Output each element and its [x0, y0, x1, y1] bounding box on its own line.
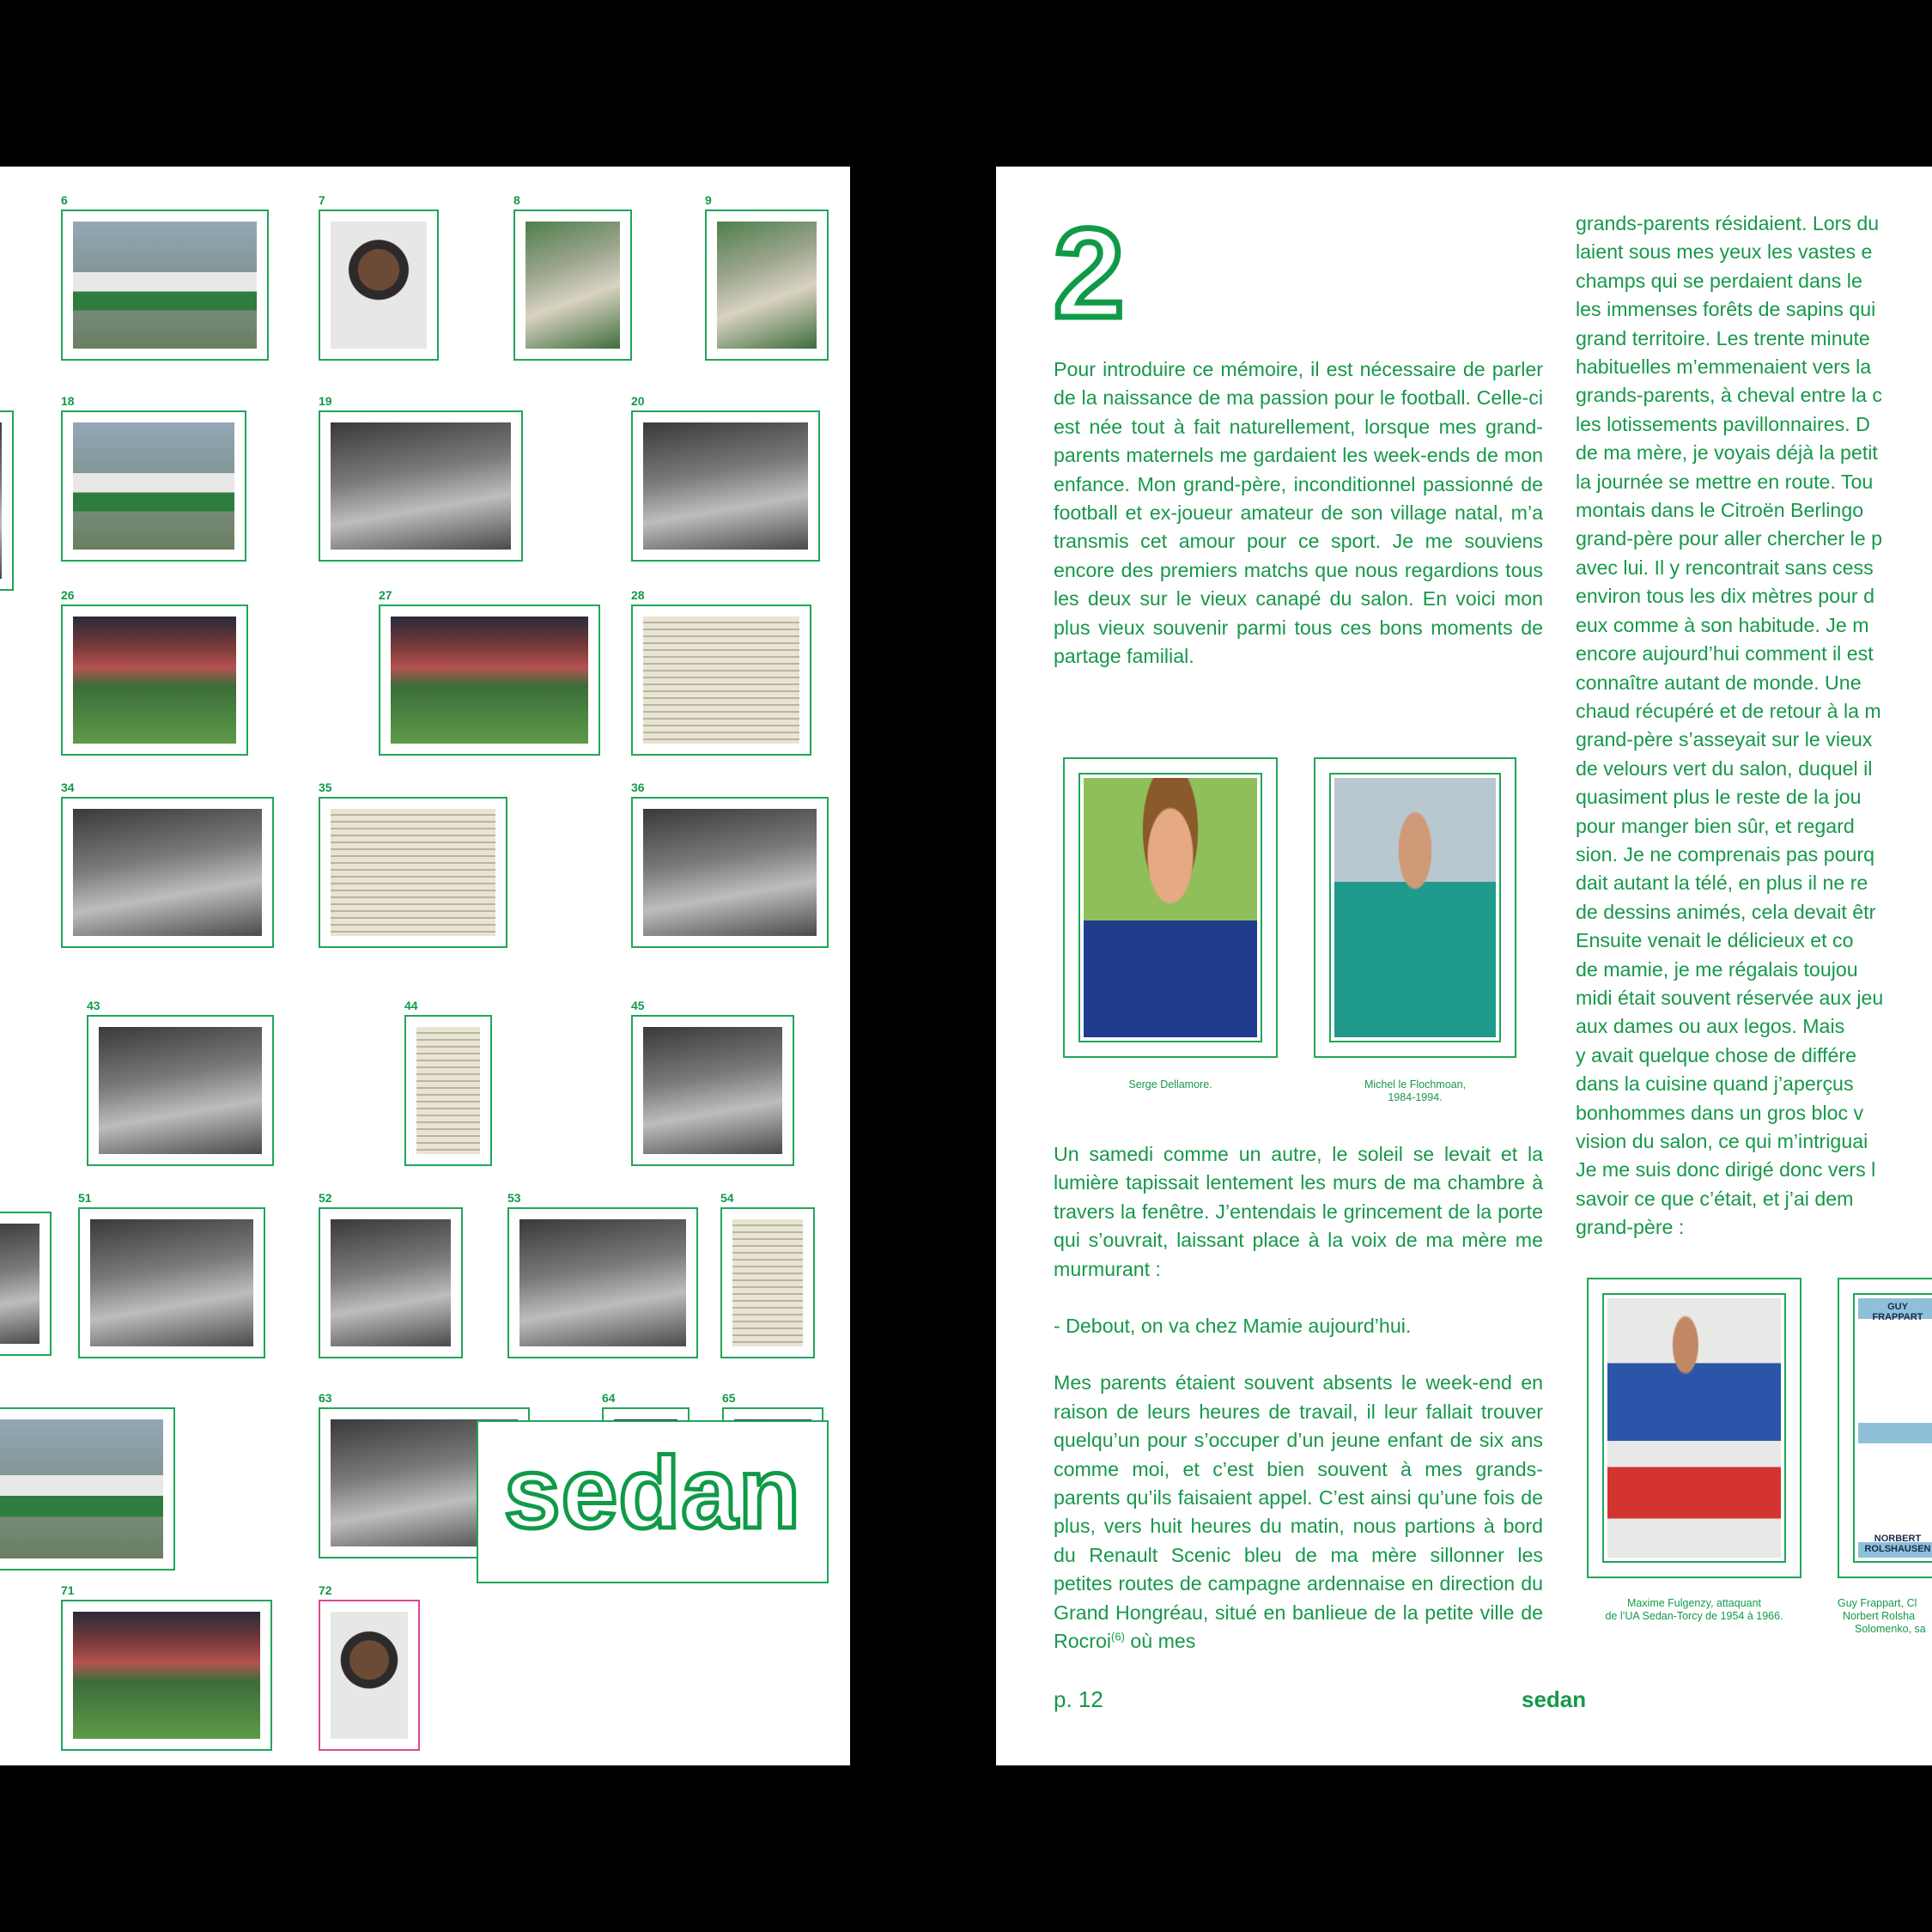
caption-line: 1984-1994. — [1388, 1091, 1443, 1103]
column-two — [1576, 210, 1932, 1242]
column-two-line: dans la cuisine quand j’aperçus — [1576, 1072, 1854, 1096]
column-two-line: champs qui se perdaient dans le — [1576, 269, 1862, 292]
sticker-number: 53 — [507, 1191, 521, 1205]
sticker-44 — [404, 999, 492, 1166]
team-photo — [99, 1027, 262, 1154]
stadium-photo — [73, 1612, 260, 1739]
sticker-7 — [319, 193, 439, 361]
caption-line: Solomenko, sa — [1855, 1623, 1926, 1635]
sticker-partial — [0, 1407, 175, 1571]
caption-line: Guy Frappart, Cl — [1838, 1597, 1917, 1609]
sticker-number: 36 — [631, 781, 645, 794]
card-guy-frappart — [1838, 1278, 1932, 1578]
label-line: NORBERT — [1874, 1534, 1922, 1544]
paragraph: Pour introduire ce mémoire, il est nécessaire de parler de la naissance de ma passion pour le football. Celle-ci est née tout à fait naturellement, lorsque mes grand-parents maternels me gardaient les week-ends de mon enfance. Mon grand-père, inconditionnel passionné de football et ex-joueur amateur de son village natal, m’a transmis cet amour pour ce sport. Je me souviens encore des premiers matchs que nous regardions tous les deux sur le vieux canapé du salon. En voici mon plus vieux souvenir parmi tous ces bons moments de partage familial. — [1054, 358, 1543, 668]
newspaper-team-photo — [643, 422, 808, 550]
sticker-number: 34 — [61, 781, 75, 794]
sticker-number: 9 — [705, 193, 712, 207]
sticker-36 — [631, 781, 829, 948]
intro-paragraph — [1054, 355, 1543, 699]
sticker-number: 43 — [87, 999, 100, 1012]
column-two-line: quasiment plus le reste de la jou — [1576, 786, 1862, 809]
caption-line: de l’UA Sedan-Torcy de 1954 à 1966. — [1605, 1610, 1783, 1622]
sticker-72 — [319, 1583, 420, 1751]
sticker-35 — [319, 781, 507, 948]
sticker-number: 7 — [319, 193, 325, 207]
sticker-number: 54 — [720, 1191, 734, 1205]
sticker-28 — [631, 588, 811, 756]
column-two-line: grand-père pour aller chercher le p — [1576, 527, 1883, 550]
column-two-line: laient sous mes yeux les vastes e — [1576, 240, 1873, 264]
norbert-label — [1858, 1534, 1932, 1554]
sticker-43 — [87, 999, 274, 1166]
player-photo — [331, 1612, 408, 1739]
sticker-number: 52 — [319, 1191, 332, 1205]
column-two-line: montais dans le Citroën Berlingo — [1576, 499, 1864, 522]
magazine-spread — [331, 809, 495, 936]
caption-maxime — [1587, 1597, 1801, 1623]
right-page — [996, 167, 1932, 1765]
stadium-photo — [391, 617, 588, 744]
column-two-line: midi était souvent réservée aux jeu — [1576, 986, 1884, 1009]
column-two-line: dait autant la télé, en plus il ne re — [1576, 872, 1868, 895]
poster-photo — [416, 1027, 480, 1154]
column-two-line: avec lui. Il y rencontrait sans cess — [1576, 556, 1874, 579]
column-two-line: grand-père s’asseyait sur le vieux — [1576, 728, 1873, 751]
page-number: p. 12 — [1054, 1686, 1103, 1712]
sticker-number: 6 — [61, 193, 68, 207]
caption-michel — [1314, 1078, 1516, 1104]
column-two-line: grands-parents, à cheval entre la c — [1576, 384, 1883, 407]
column-two-line: connaître autant de monde. Une — [1576, 671, 1862, 694]
crowd-photo — [73, 617, 236, 744]
card-michel-le-flochmoan — [1314, 757, 1516, 1058]
paragraph: - Debout, on va chez Mamie aujourd’hui. — [1054, 1315, 1412, 1338]
sticker-6 — [61, 193, 269, 361]
sticker-71 — [61, 1583, 272, 1751]
sticker-number: 72 — [319, 1583, 332, 1597]
column-two-line: grand territoire. Les trente minute — [1576, 326, 1870, 349]
sticker-51 — [78, 1191, 265, 1358]
sticker-26 — [61, 588, 248, 756]
column-two-line: encore aujourd’hui comment il est — [1576, 642, 1874, 665]
sticker-number: 71 — [61, 1583, 75, 1597]
sticker-52 — [319, 1191, 463, 1358]
paragraph-text: Mes parents étaient souvent absents le week-end en raison de leurs heures de travail, il leur fallait trouver quelqu’un pour s’occuper d’un jeune enfant de six ans comme moi, et c’est bien souvent à mes grands-parents qu’ils faisaient appel. C’est ainsi qu’une fois de plus, vers huit heures du matin, nous partions à bord du Renault Scenic bleu de ma mère sillonner les petites routes de campagne ardennaise en direction du Grand Hongréau, situé en banlieue de la petite ville de Rocroi — [1054, 1371, 1543, 1653]
column-two-line: grand-père : — [1576, 1216, 1685, 1239]
column-two-line: les immenses forêts de sapins qui — [1576, 298, 1876, 321]
column-two-line: y avait quelque chose de différe — [1576, 1043, 1857, 1066]
player-photo — [526, 222, 620, 349]
sticker-19 — [319, 394, 523, 562]
column-two-line: vision du salon, ce qui m’intriguai — [1576, 1130, 1868, 1152]
column-two-line: habituelles m’emmenaient vers la — [1576, 355, 1872, 379]
team-photo — [331, 422, 511, 550]
column-two-line: de velours vert du salon, duquel il — [1576, 756, 1873, 780]
footer-brand: sedan — [1522, 1686, 1587, 1712]
sticker-partial — [0, 1212, 52, 1356]
sticker-number: 64 — [602, 1391, 616, 1405]
sticker-number: 45 — [631, 999, 645, 1012]
caption-serge: Serge Dellamore. — [1128, 1078, 1212, 1091]
sticker-53 — [507, 1191, 698, 1358]
caption-line: Maxime Fulgenzy, attaquant — [1626, 1597, 1762, 1609]
sticker-34 — [61, 781, 274, 948]
portrait-photo — [1084, 778, 1257, 1037]
sticker-number: 27 — [379, 588, 392, 602]
sticker-number: 65 — [722, 1391, 736, 1405]
sticker-54 — [720, 1191, 815, 1358]
newspaper-clipping — [643, 617, 799, 744]
column-two-line: de dessins animés, cela devait êtr — [1576, 900, 1876, 923]
label-line: GUY — [1887, 1302, 1908, 1312]
column-two-line: aux dames ou aux legos. Mais — [1576, 1015, 1845, 1038]
sticker-18 — [61, 394, 246, 562]
card-serge-dellamore — [1063, 757, 1278, 1058]
paragraph-text: où mes — [1124, 1630, 1196, 1653]
sticker-number: 20 — [631, 394, 645, 408]
column-two-line: bonhommes dans un gros bloc v — [1576, 1101, 1864, 1124]
player-photo — [331, 222, 427, 349]
caption-guy — [1838, 1597, 1932, 1636]
column-two-line: Je me suis donc dirigé donc vers l — [1576, 1158, 1876, 1182]
sticker-number: 63 — [319, 1391, 332, 1405]
label-line: ROLSHAUSEN — [1864, 1544, 1931, 1554]
column-two-line: chaud récupéré et de retour à la m — [1576, 699, 1881, 722]
sticker-number: 28 — [631, 588, 645, 602]
players-photo — [717, 222, 817, 349]
sticker-45 — [631, 999, 794, 1166]
paragraph — [1054, 1369, 1543, 1656]
column-two-line: sion. Je ne comprenais pas pourq — [1576, 842, 1875, 866]
sticker-9 — [705, 193, 829, 361]
sticker-27 — [379, 588, 600, 756]
portrait-photo — [1334, 778, 1496, 1037]
column-two-line: la journée se mettre en route. Tou — [1576, 470, 1874, 493]
sticker-partial — [0, 410, 14, 591]
team-photo — [643, 1027, 782, 1154]
paragraph: Un samedi comme un autre, le soleil se levait et la lumière tapissait lentement les murs de ma chambre à travers la fenêtre. J’entendais le grincement de la porte qui s’ouvrait, laissant place à la voix de ma mère me murmurant : — [1054, 1143, 1543, 1280]
castle-photo — [90, 1219, 253, 1346]
sticker-20 — [631, 394, 820, 562]
story-paragraphs — [1054, 1140, 1543, 1685]
sticker-photo — [1858, 1298, 1932, 1558]
column-two-line: de ma mère, je voyais déjà la petit — [1576, 441, 1878, 465]
column-two-line: savoir ce que c’était, et j’ai dem — [1576, 1187, 1854, 1210]
guy-label — [1858, 1302, 1932, 1322]
team-photo — [643, 809, 817, 936]
label-line: FRAPPART — [1872, 1312, 1923, 1322]
caption-line: Michel le Flochmoan, — [1364, 1078, 1467, 1091]
celebration-photo — [73, 809, 262, 936]
column-two-line: eux comme à son habitude. Je m — [1576, 613, 1869, 636]
sedan-logo-box — [477, 1420, 829, 1583]
sticker-number: 18 — [61, 394, 75, 408]
column-two-line: de mamie, je me régalais toujou — [1576, 957, 1858, 981]
column-two-line: Ensuite venait le délicieux et co — [1576, 929, 1854, 952]
player-photo — [1607, 1298, 1781, 1558]
document-photo — [732, 1219, 803, 1346]
sticker-number: 19 — [319, 394, 332, 408]
card-maxime-fulgenzy — [1587, 1278, 1801, 1578]
sticker-number: 44 — [404, 999, 418, 1012]
footnote-ref: (6) — [1111, 1630, 1125, 1643]
column-two-line: pour manger bien sûr, et regard — [1576, 814, 1855, 837]
sticker-number: 8 — [513, 193, 520, 207]
chapter-number: 2 — [1054, 203, 1125, 344]
left-page — [0, 167, 850, 1765]
sedan-logo: sedan — [503, 1437, 802, 1550]
sticker-number: 35 — [319, 781, 332, 794]
caption-line: Norbert Rolsha — [1843, 1610, 1916, 1622]
team-photo — [73, 222, 257, 349]
meeting-photo — [519, 1219, 686, 1346]
sticker-number: 51 — [78, 1191, 92, 1205]
column-two-line: grands-parents résidaient. Lors du — [1576, 212, 1880, 234]
sticker-8 — [513, 193, 632, 361]
column-two-line: environ tous les dix mètres pour d — [1576, 585, 1874, 608]
dancing-photo — [331, 1219, 451, 1346]
column-two-line: les lotissements pavillonnaires. D — [1576, 412, 1870, 435]
team-photo — [73, 422, 234, 550]
sticker-number: 26 — [61, 588, 75, 602]
